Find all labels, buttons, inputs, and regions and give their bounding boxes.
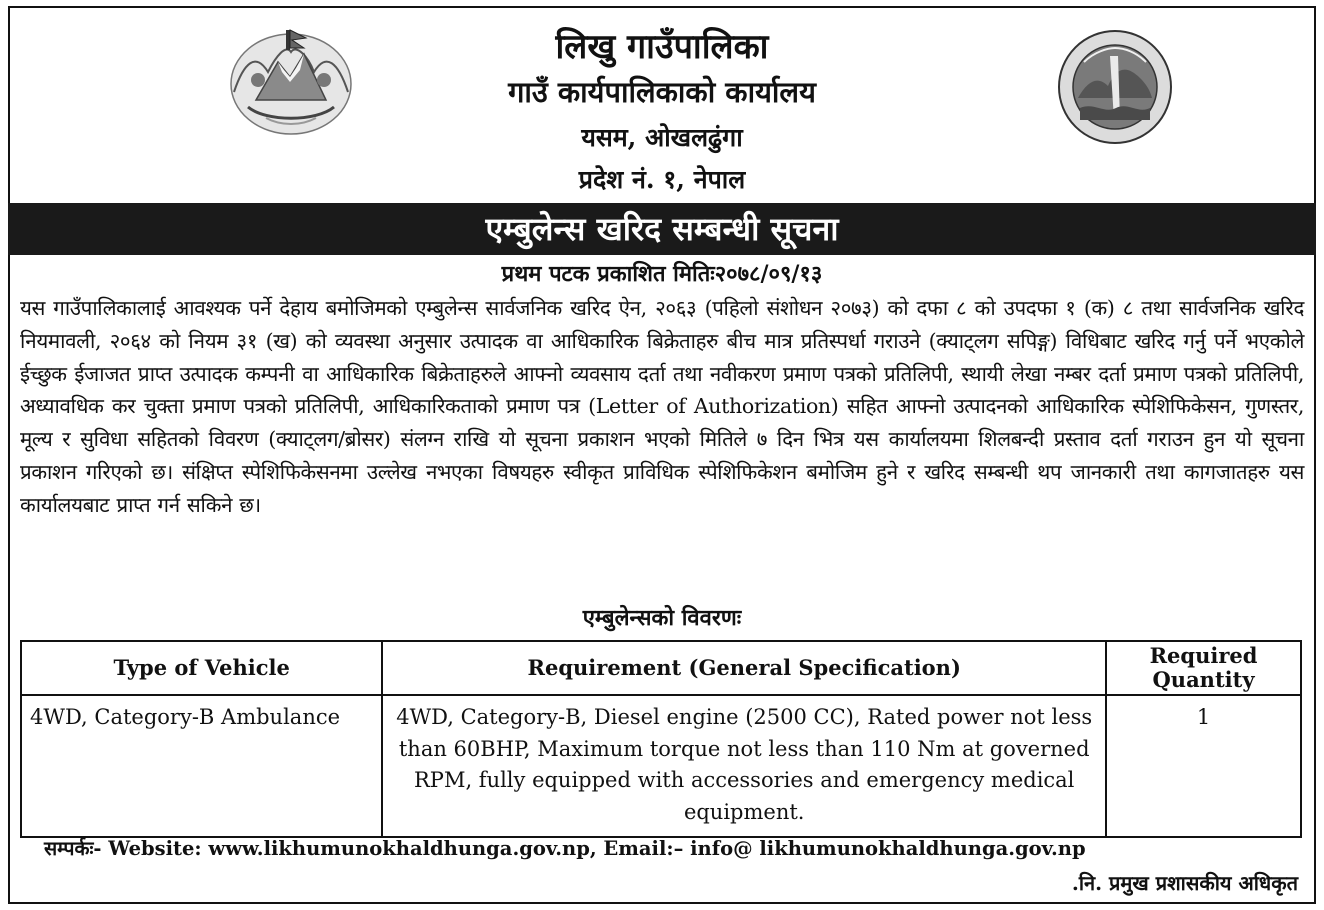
quantity-cell: 1 xyxy=(1106,695,1301,837)
municipality-name: लिखु गाउँपालिका xyxy=(555,27,769,67)
table-row xyxy=(21,695,1301,837)
letterhead xyxy=(8,6,1316,203)
notice-body: यस गाउँपालिकालाई आवश्यक पर्ने देहाय बमोजिमको एम्बुलेन्स सार्वजनिक खरिद ऐन, २०६३ (पहिलो संशोधन २०७३) को दफा ८ को उपदफा १ (क) ८ तथा सार्वजनिक खरिद नियमावली, २०६४ को नियम ३१ (ख) को व्यवस्था अनुसार उत्पादक वा आधिकारिक बिक्रेताहरु बीच मात्र प्रतिस्पर्धा गराउने (क्याट्लग सपिङ्ग) विधिबाट खरिद गर्नु पर्ने भएकोले ईच्छुक ईजाजत प्राप्त उत्पादक कम्पनी वा आधिकारिक बिक्रेताहरुले आफ्नो व्यवसाय दर्ता तथा नवीकरण प्रमाण पत्रको प्रतिलिपी, स्थायी लेखा नम्बर दर्ता प्रमाण पत्रको प्रतिलिपी, अध्यावधिक कर चुक्ता प्रमाण पत्रको प्रतिलिपी, आधिकारिकताको प्रमाण पत्र (Letter of Authorization) सहित आफ्नो उत्पादनको आधिकारिक स्पेशिफिकेसन, गुणस्तर, मूल्य र सुविधा सहितको विवरण (क्याट्लग/ब्रोसर) संलग्न राखि यो सूचना प्रकाशन भएको मितिले ७ दिन भित्र यस कार्यालयमा शिलबन्दी प्रस्ताव दर्ता गराउन हुन यो सूचना प्रकाशन गरिएको छ। संक्षिप्त स्पेशिफिकेसनमा उल्लेख नभएका विषयहरु स्वीकृत प्राविधिक स्पेशिफिकेशन बमोजिम हुने र खरिद सम्बन्धी थप जानकारी तथा कागजातहरु यस कार्यालयबाट प्राप्त गर्न सकिने छ। xyxy=(20,296,1304,517)
table-title: एम्बुलेन्सको विवरणः xyxy=(582,605,742,631)
table-header-row xyxy=(21,641,1301,695)
header-requirement: Requirement (General Specification) xyxy=(382,641,1106,695)
ambulance-spec-table xyxy=(20,640,1302,838)
notice-title-banner: एम्बुलेन्स खरिद सम्बन्धी सूचना xyxy=(8,203,1316,255)
contact-info: सम्पर्कः- Website: www.likhumunokhaldhunga.gov.np, Email:– info@ likhumunokhaldhunga.gov.np xyxy=(44,837,1086,860)
province-country: प्रदेश नं. १, नेपाल xyxy=(578,165,746,194)
vehicle-type-cell: 4WD, Category-B Ambulance xyxy=(21,695,382,837)
office-name: गाउँ कार्यपालिकाको कार्यालय xyxy=(508,75,816,109)
header-type-of-vehicle: Type of Vehicle xyxy=(21,641,382,695)
publication-date: प्रथम पटक प्रकाशित मितिः२०७८/०९/१३ xyxy=(501,261,823,287)
requirement-cell: 4WD, Category-B, Diesel engine (2500 CC), Rated power not less than 60BHP, Maximum torque not less than 110 Nm at governed RPM, fully equipped with accessories and emergency medical equipment. xyxy=(382,695,1106,837)
header-required-quantity: Required Quantity xyxy=(1106,641,1301,695)
signatory-title: .नि. प्रमुख प्रशासकीय अधिकृत xyxy=(1071,871,1298,895)
office-location: यसम, ओखलढुंगा xyxy=(581,123,743,152)
